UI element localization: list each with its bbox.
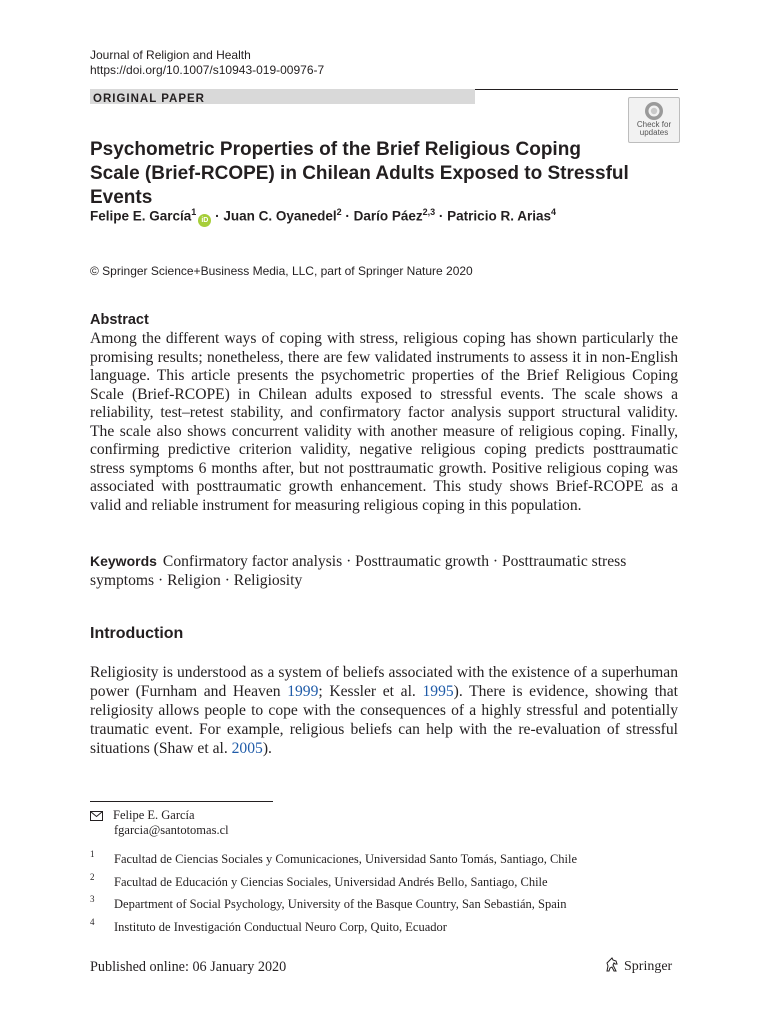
author-name[interactable]: Juan C. Oyanedel	[223, 208, 337, 224]
author-affiliation-mark: 2,3	[422, 207, 436, 217]
footnote-rule	[90, 801, 273, 802]
intro-text-segment: ). There is evidence, showing that religiosity allows people to cope with the consequences of a highly stressful and potentially traumatic event. For example, religious beliefs can help with the re-evaluation of stressful situations (Shaw et al.	[90, 683, 678, 757]
check-updates-icon	[644, 101, 664, 121]
keywords-label: Keywords	[90, 553, 157, 569]
affiliation-text: Instituto de Investigación Conductual Neuro Corp, Quito, Ecuador	[114, 919, 447, 934]
affiliation-number: 1	[90, 849, 95, 859]
affiliation-text: Department of Social Psychology, University of the Basque Country, San Sebastián, Spain	[114, 897, 567, 911]
publisher-name: Springer	[624, 959, 673, 974]
citation-link[interactable]: 1999	[287, 683, 319, 700]
author-affiliation-mark: 2	[336, 207, 342, 217]
author-name[interactable]: Felipe E. García	[90, 208, 192, 224]
contact-name: Felipe E. García	[113, 808, 195, 822]
affiliation-number: 2	[90, 871, 95, 882]
author-separator: ·	[211, 208, 224, 224]
author-separator: ·	[435, 208, 448, 224]
publisher-logo[interactable]	[604, 957, 672, 975]
affiliation-text: Facultad de Educación y Ciencias Sociales, Universidad Andrés Bello, Santiago, Chile	[114, 874, 548, 889]
author-affiliation-mark: 4	[550, 207, 556, 217]
check-updates-line1: Check for	[636, 120, 672, 129]
intro-text-segment: ; Kessler et al.	[318, 683, 423, 700]
author-list	[90, 207, 556, 227]
journal-name: Journal of Religion and Health	[90, 48, 251, 62]
intro-text-segment: ).	[262, 740, 272, 757]
corresponding-author	[90, 808, 229, 838]
abstract-text: Among the different ways of coping with stress, religious coping has shown particularly the promising results; nonetheless, there are few validated instruments to assess it in non-English language. This article presents the psychometric properties of the Brief Religious Coping Scale (Brief-RCOPE) in Chilean adults exposed to stressful events. The scale shows a reliability, test–retest stability, and confirmatory factor analysis support structural validity. The scale also shows concurrent validity with another measure of religious coping. Finally, confirming predictive criterion validity, negative religious coping predicts posttraumatic stress symptoms 6 months after, but not posttraumatic growth. Positive religious coping was associated with posttraumatic growth enhancement. This study shows Brief-RCOPE as a valid and reliable instrument for measuring religious coping in this population.	[90, 330, 678, 514]
journal-header	[90, 48, 324, 78]
check-for-updates-button[interactable]	[628, 97, 680, 143]
affiliation-number: 4	[90, 916, 95, 927]
citation-link[interactable]: 2005	[231, 740, 263, 757]
author-name[interactable]: Patricio R. Arias	[447, 208, 551, 224]
author-affiliation-mark: 1	[191, 207, 197, 217]
keywords-section	[90, 552, 678, 590]
author-separator: ·	[341, 208, 354, 224]
copyright-line: © Springer Science+Business Media, LLC, part of Springer Nature 2020	[90, 264, 473, 278]
doi-link[interactable]: https://doi.org/10.1007/s10943-019-00976-7	[90, 63, 325, 77]
citation-link[interactable]: 1995	[422, 683, 454, 700]
paper-type-bar	[90, 89, 475, 104]
affiliation-text: Facultad de Ciencias Sociales y Comunicaciones, Universidad Santo Tomás, Santiago, Chile	[114, 852, 578, 866]
check-updates-line2: updates	[639, 128, 669, 137]
orcid-icon[interactable]: iD	[198, 214, 211, 227]
contact-email[interactable]: fgarcia@santotomas.cl	[114, 823, 229, 837]
affiliation-number: 3	[90, 894, 95, 904]
paper-title: Psychometric Properties of the Brief Religious Coping Scale (Brief-RCOPE) in Chilean Adults Exposed to Stressful Events	[90, 139, 629, 208]
envelope-icon	[90, 811, 103, 821]
header-rule	[475, 89, 678, 90]
abstract-heading: Abstract	[90, 312, 149, 328]
author-name[interactable]: Darío Páez	[353, 208, 423, 224]
intro-text-segment: Religiosity is understood as a system of beliefs associated with the existence of a superhuman power (Furnham and Heaven	[90, 664, 678, 700]
springer-horse-icon	[604, 957, 620, 973]
keywords-text: Confirmatory factor analysis · Posttraumatic growth · Posttraumatic stress symptoms · Religion · Religiosity	[90, 553, 627, 589]
published-date: Published online: 06 January 2020	[90, 959, 287, 975]
paper-type-label: ORIGINAL PAPER	[93, 93, 205, 105]
introduction-heading: Introduction	[90, 625, 184, 642]
introduction-text	[90, 663, 678, 758]
